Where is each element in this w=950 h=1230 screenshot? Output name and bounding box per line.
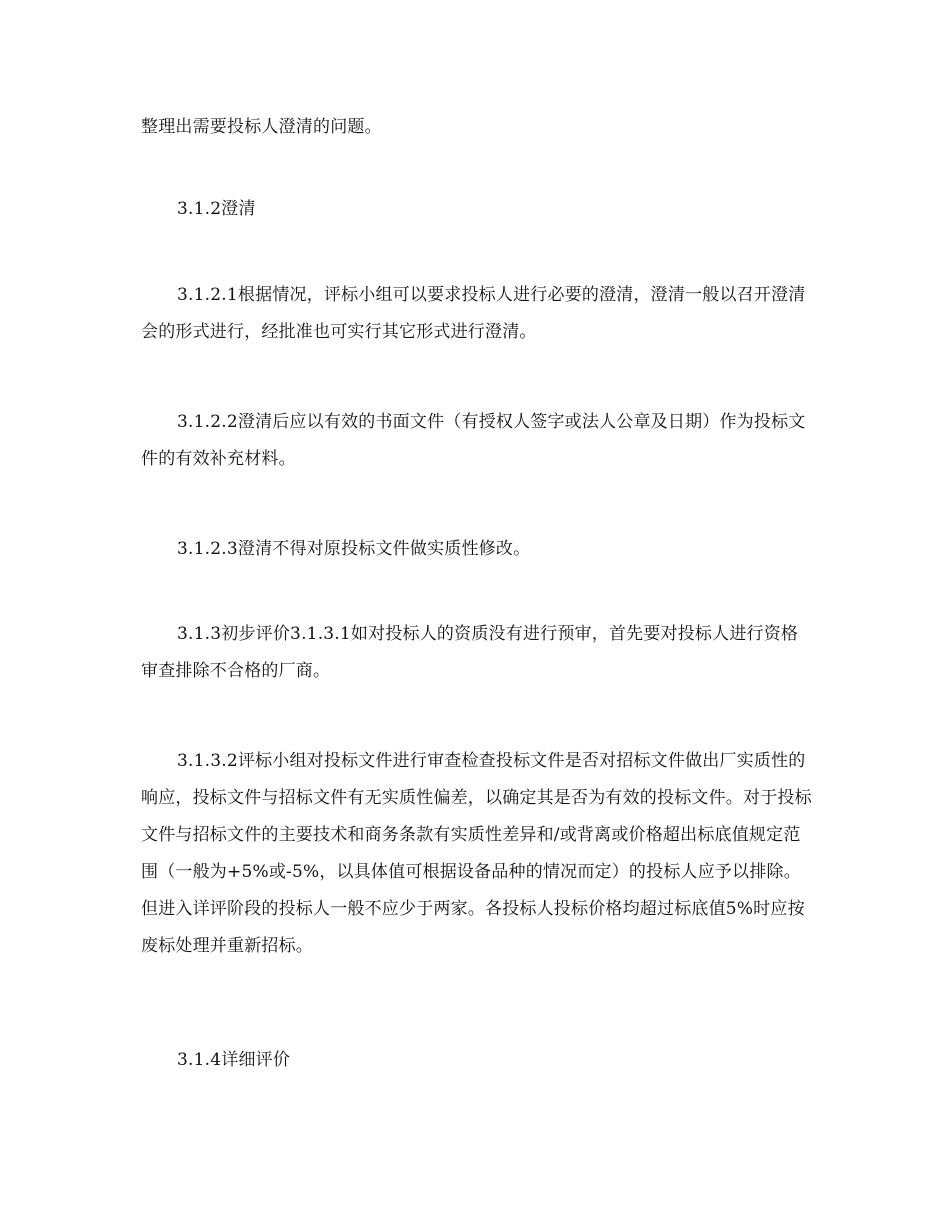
paragraph-3-1-2-3: 3.1.2.3澄清不得对原投标文件做实质性修改。 [177,539,531,559]
paragraph-3-1-3-2: 3.1.3.2评标小组对投标文件进行审查检查投标文件是否对招标文件做出厂实质性的响应，投标文件与招标文件有无实质性偏差，以确定其是否为有效的投标文件。对于投标文件与招标文件的主要技术和商务条款有实质性差异和/或背离或价格超出标底值规定范围（一般为+5%或-5%，以具体值可根据设备品种的情况而定）的投标人应予以排除。但进入详评阶段的投标人一般不应少于两家。各投标人投标价格均超过标底值5%时应按废标处理并重新招标。 [141,751,812,956]
heading-3-1-2: 3.1.2澄清 [177,199,256,219]
paragraph-3-1-2-2: 3.1.2.2澄清后应以有效的书面文件（有授权人签字或法人公章及日期）作为投标文件的有效补充材料。 [141,412,806,469]
heading-3-1-4: 3.1.4详细评价 [177,1050,291,1070]
paragraph-3-1-3: 3.1.3初步评价3.1.3.1如对投标人的资质没有进行预审，首先要对投标人进行资格审查排除不合格的厂商。 [141,624,799,681]
paragraph-1: 整理出需要投标人澄清的问题。 [141,117,382,137]
paragraph-3-1-2-1: 3.1.2.1根据情况，评标小组可以要求投标人进行必要的澄清，澄清一般以召开澄清会的形式进行，经批准也可实行其它形式进行澄清。 [141,285,806,342]
